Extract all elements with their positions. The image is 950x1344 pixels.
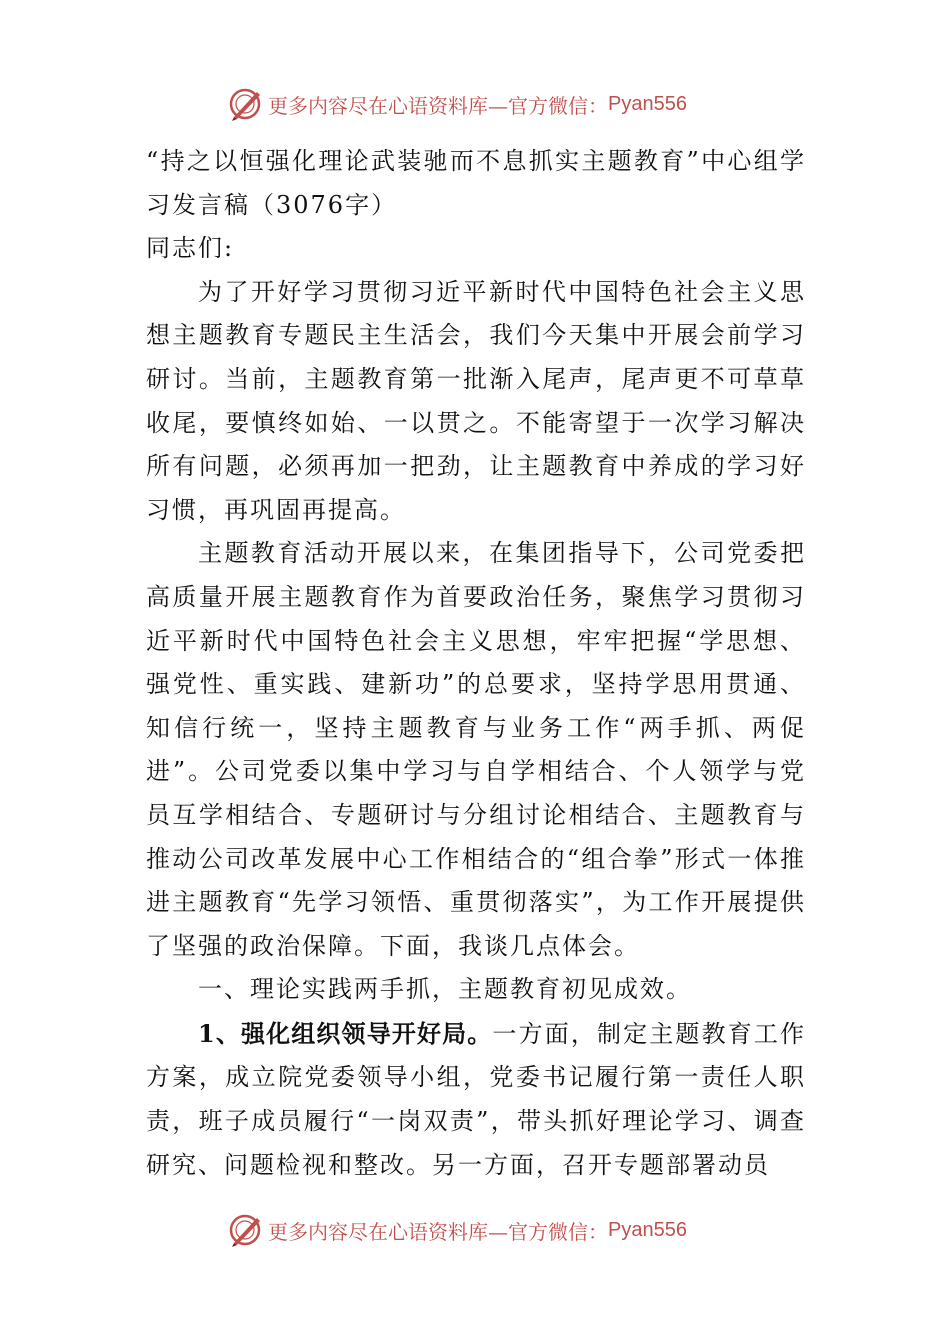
- footer-banner: [228, 1210, 687, 1250]
- pen-circle-logo-icon: [228, 1212, 264, 1248]
- header-banner-text: 更多内容尽在心语资料库—官方微信：: [268, 93, 608, 118]
- document-body: [146, 140, 806, 1187]
- subsection-text: 一方面，制定主题教育工作方案，成立院党委领导小组，党委书记履行第一责任人职责，班子成员履行“一岗双责”，带头抓好理论学习、调查研究、问题检视和整改。另一方面，召开专题部署动员: [146, 1019, 806, 1179]
- paragraph: 为了开好学习贯彻习近平新时代中国特色社会主义思想主题教育专题民主生活会，我们今天集中开展会前学习研讨。当前，主题教育第一批渐入尾声，尾声更不可草草收尾，要慎终如始、一以贯之。不能寄望于一次学习解决所有问题，必须再加一把劲，让主题教育中养成的学习好习惯，再巩固再提高。: [146, 277, 806, 524]
- header-banner: [228, 84, 687, 124]
- pen-circle-logo-icon: [228, 86, 264, 122]
- paragraph: 主题教育活动开展以来，在集团指导下，公司党委把高质量开展主题教育作为首要政治任务，聚焦学习贯彻习近平新时代中国特色社会主义思想，牢牢把握“学思想、强党性、重实践、建新功”的总要求，坚持学思用贯通、知信行统一，坚持主题教育与业务工作“两手抓、两促进”。公司党委以集中学习与自学相结合、个人领学与党员互学相结合、专题研讨与分组讨论相结合、主题教育与推动公司改革发展中心工作相结合的“组合拳”形式一体推进主题教育“先学习领悟、重贯彻落实”，为工作开展提供了坚强的政治保障。下面，我谈几点体会。: [146, 539, 806, 960]
- document-title: “持之以恒强化理论武装驰而不息抓实主题教育”中心组学习发言稿（3076字）: [146, 147, 806, 219]
- footer-banner-text: 更多内容尽在心语资料库—官方微信：: [268, 1219, 608, 1244]
- subsection-heading: 1、强化组织领导开好局。: [198, 1018, 493, 1048]
- section-heading: 一、理论实践两手抓，主题教育初见成效。: [198, 975, 692, 1004]
- subsection-paragraph: [146, 1012, 806, 1187]
- footer-banner-account: Pyan556: [608, 1218, 687, 1241]
- salutation: 同志们:: [146, 234, 235, 263]
- header-banner-account: Pyan556: [608, 92, 687, 115]
